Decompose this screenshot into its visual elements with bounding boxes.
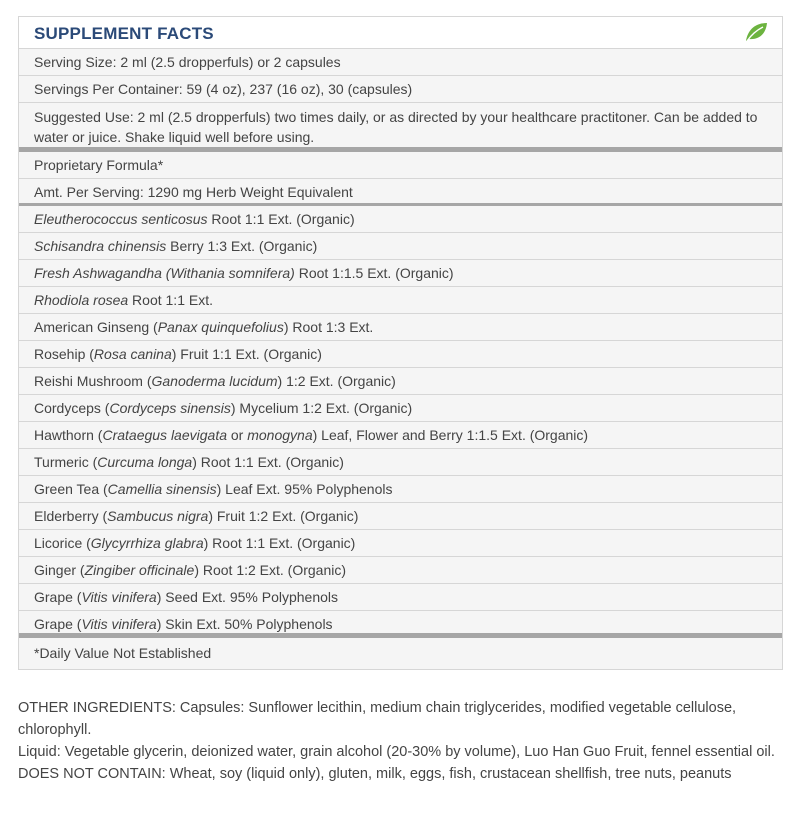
ingredient-latin-name: Zingiber officinale <box>84 562 195 578</box>
servings-per-container: Servings Per Container: 59 (4 oz), 237 (16 oz), 30 (capsules) <box>19 76 782 103</box>
leaf-icon <box>744 21 768 43</box>
ingredient-text: Hawthorn ( <box>34 427 103 443</box>
ingredient-latin-name: Rosa canina <box>93 346 172 362</box>
ingredient-text: Cordyceps ( <box>34 400 110 416</box>
ingredient-text: ) Fruit 1:1 Ext. (Organic) <box>171 346 322 362</box>
ingredient-text: Root 1:1 Ext. <box>128 292 213 308</box>
ingredient-row <box>19 233 782 260</box>
ingredient-row <box>19 449 782 476</box>
ingredient-text: ) Skin Ext. 50% Polyphenols <box>156 616 333 632</box>
ingredient-text: Reishi Mushroom ( <box>34 373 152 389</box>
ingredient-latin-name: Crataegus laevigata <box>102 427 227 443</box>
ingredient-text: Berry 1:3 Ext. (Organic) <box>166 238 318 254</box>
ingredient-row <box>19 260 782 287</box>
ingredient-text: Rosehip ( <box>34 346 94 362</box>
ingredient-latin-name: Sambucus nigra <box>107 508 209 524</box>
ingredient-text: ) Leaf, Flower and Berry 1:1.5 Ext. (Organic) <box>312 427 589 443</box>
ingredient-latin-name: Rhodiola rosea <box>34 292 129 308</box>
ingredient-text: ) Seed Ext. 95% Polyphenols <box>156 589 339 605</box>
ingredient-text: or <box>227 427 248 443</box>
ingredient-row <box>19 503 782 530</box>
other-ingredients: OTHER INGREDIENTS: Capsules: Sunflower lecithin, medium chain triglycerides, modified vegetable cellulose, chlorophyll. <box>18 700 737 738</box>
ingredient-row <box>19 314 782 341</box>
ingredient-latin-name: Ganoderma lucidum <box>151 373 278 389</box>
ingredient-row <box>19 557 782 584</box>
ingredient-row <box>19 476 782 503</box>
ingredient-latin-name: Schisandra chinensis <box>34 238 167 254</box>
ingredient-row <box>19 206 782 233</box>
ingredient-text: Grape ( <box>34 616 82 632</box>
ingredient-latin-name: Eleutherococcus senticosus <box>34 211 208 227</box>
ingredient-text: Licorice ( <box>34 535 91 551</box>
other-ingredients-section <box>18 697 783 785</box>
liquid-ingredients: Liquid: Vegetable glycerin, deionized water, grain alcohol (20-30% by volume), Luo Han Guo Fruit, fennel essential oil. <box>18 744 775 760</box>
ingredient-list <box>19 206 782 638</box>
ingredient-row <box>19 395 782 422</box>
ingredient-text: ) Fruit 1:2 Ext. (Organic) <box>208 508 359 524</box>
ingredient-row <box>19 530 782 557</box>
ingredient-latin-name: Glycyrrhiza glabra <box>90 535 204 551</box>
ingredient-row <box>19 422 782 449</box>
ingredient-text: Green Tea ( <box>34 481 108 497</box>
ingredient-latin-name: Vitis vinifera <box>81 616 157 632</box>
amount-per-serving: Amt. Per Serving: 1290 mg Herb Weight Equivalent <box>19 179 782 206</box>
ingredient-text: Root 1:1 Ext. (Organic) <box>207 211 355 227</box>
ingredient-latin-name: Curcuma longa <box>97 454 193 470</box>
ingredient-latin-name: Cordyceps sinensis <box>109 400 231 416</box>
ingredient-row <box>19 368 782 395</box>
ingredient-latin-name: Fresh Ashwagandha (Withania somnifera) <box>34 265 295 281</box>
suggested-use: Suggested Use: 2 ml (2.5 dropperfuls) two times daily, or as directed by your healthcare practitoner. Can be added to water or juice. Shake liquid well before using. <box>19 103 782 152</box>
serving-size: Serving Size: 2 ml (2.5 dropperfuls) or 2 capsules <box>19 49 782 76</box>
ingredient-latin-name: monogyna <box>247 427 313 443</box>
proprietary-formula: Proprietary Formula* <box>19 152 782 179</box>
ingredient-text: ) 1:2 Ext. (Organic) <box>277 373 396 389</box>
ingredient-text: ) Root 1:2 Ext. (Organic) <box>194 562 347 578</box>
ingredient-text: ) Root 1:3 Ext. <box>283 319 374 335</box>
ingredient-text: American Ginseng ( <box>34 319 158 335</box>
ingredient-text: ) Mycelium 1:2 Ext. (Organic) <box>230 400 413 416</box>
daily-value-note: *Daily Value Not Established <box>19 638 782 670</box>
facts-title: SUPPLEMENT FACTS <box>34 24 214 43</box>
ingredient-text: Turmeric ( <box>34 454 98 470</box>
ingredient-text: Grape ( <box>34 589 82 605</box>
ingredient-text: ) Leaf Ext. 95% Polyphenols <box>216 481 393 497</box>
ingredient-text: ) Root 1:1 Ext. (Organic) <box>203 535 356 551</box>
ingredient-latin-name: Panax quinquefolius <box>157 319 284 335</box>
ingredient-text: ) Root 1:1 Ext. (Organic) <box>192 454 344 470</box>
ingredient-latin-name: Vitis vinifera <box>81 589 157 605</box>
facts-header <box>19 17 782 49</box>
ingredient-row <box>19 287 782 314</box>
ingredient-row <box>19 584 782 611</box>
ingredient-text: Root 1:1.5 Ext. (Organic) <box>294 265 454 281</box>
ingredient-latin-name: Camellia sinensis <box>107 481 217 497</box>
ingredient-text: Ginger ( <box>34 562 85 578</box>
does-not-contain: DOES NOT CONTAIN: Wheat, soy (liquid only), gluten, milk, eggs, fish, crustacean shellfish, tree nuts, peanuts <box>18 766 732 782</box>
ingredient-row <box>19 611 782 638</box>
ingredient-row <box>19 341 782 368</box>
supplement-facts-panel <box>18 16 783 670</box>
ingredient-text: Elderberry ( <box>34 508 108 524</box>
